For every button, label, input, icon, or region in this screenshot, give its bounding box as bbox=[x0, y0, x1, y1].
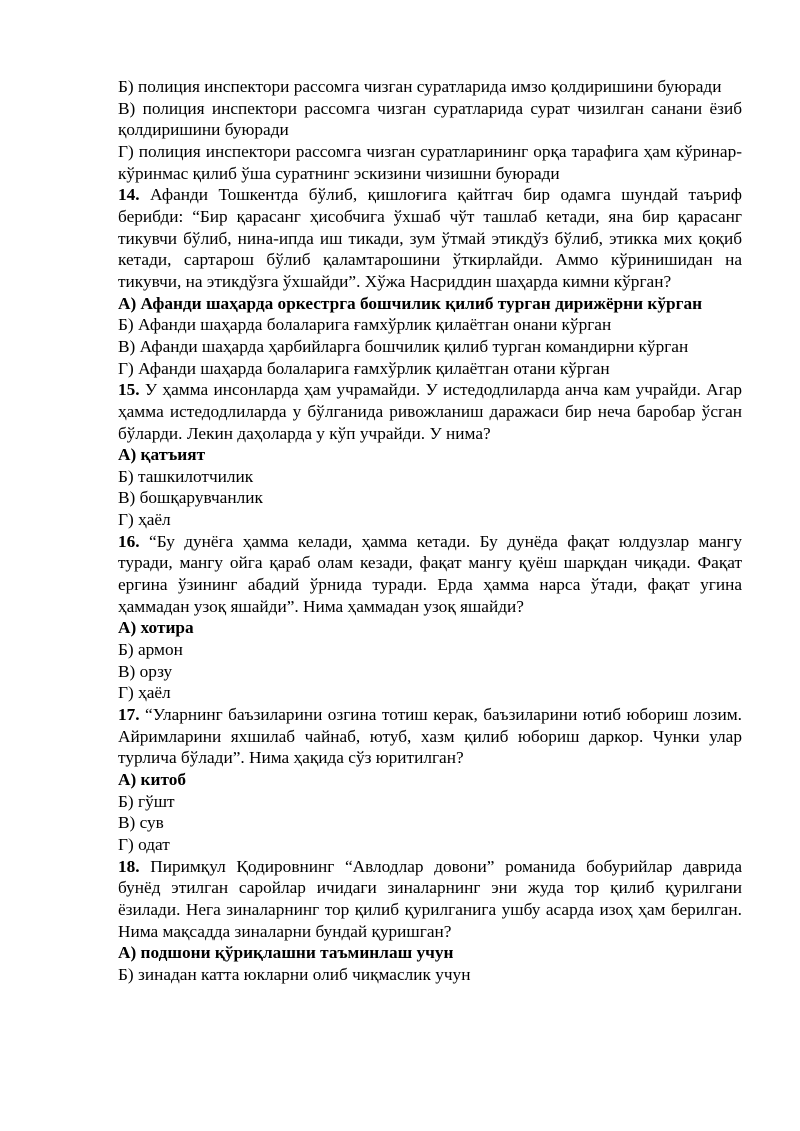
question-text: У ҳамма инсонларда ҳам учрамайди. У истедодлиларда анча кам учрайди. Агар ҳамма истедодлиларда у бўлганида ривожланиш даражаси бир неча баробар ўсган бўларди. Лекин даҳоларда у кўп учрайди. У нима? bbox=[118, 380, 743, 443]
option-b: Б) ташкилотчилик bbox=[118, 466, 254, 486]
question-number: 17. bbox=[118, 705, 140, 725]
question-text: Афанди Тошкентда бўлиб, қишлоғига қайтгач бир одамга шундай таъриф берибди: “Бир қарасанг ҳисобчига ўхшаб чўт ташлаб кетади, яна бир қарасанг тикувчи бўлиб, нина-ипда иш тикади, зум ўтмай этикдўз бўлиб, этикка мих қоқиб кетади, сартарош бўлиб қаламтарошини ўткирлайди. Аммо кўринишидан на тикувчи, на этикдўзга ўхшайди”. Хўжа Насриддин шаҳарда кимни кўрган? bbox=[118, 185, 743, 291]
option-g: Г) полиция инспектори рассомга чизган суратларининг орқа тарафига ҳам кўринар-кўринмас қилиб ўша суратнинг эскизини чизишни буюради bbox=[118, 141, 742, 183]
correct-answer: А) Афанди шаҳарда оркестрга бошчилик қилиб турган дирижёрни кўрган bbox=[118, 293, 703, 313]
option-b: Б) гўшт bbox=[118, 791, 175, 811]
correct-answer: А) қатъият bbox=[118, 445, 206, 465]
question-text: “Уларнинг баъзиларини озгина тотиш керак, баъзиларини ютиб юбориш лозим. Айримларини яхшилаб чайнаб, ютуб, хазм қилиб юбориш даркор. Чунки улар турлича бўлади”. Нима ҳақида сўз юритилган? bbox=[118, 705, 742, 768]
question-number: 14. bbox=[118, 185, 140, 205]
question-16 bbox=[118, 531, 742, 618]
document-page bbox=[118, 76, 742, 986]
question-text: “Бу дунёга ҳамма келади, ҳамма кетади. Бу дунёда фақат юлдузлар мангу туради, мангу ойга қараб олам кезади, фақат мангу қуёш шарқдан чиқади. Фақат ергина ўзининг абадий ўрнида туради. Ерда ҳамма нарса ўтади, фақат угина ҳаммадан узоқ яшайди”. Нима ҳаммадан узоқ яшайди? bbox=[118, 531, 742, 616]
option-v: В) орзу bbox=[118, 661, 173, 681]
question-number: 16. bbox=[118, 531, 140, 551]
option-b: Б) полиция инспектори рассомга чизган суратларида имзо қолдиришини буюради bbox=[118, 77, 722, 96]
question-number: 15. bbox=[118, 380, 140, 400]
question-14 bbox=[118, 184, 742, 292]
option-v: В) Афанди шаҳарда ҳарбийларга бошчилик қилиб турган командирни кўрган bbox=[118, 336, 689, 356]
question-17 bbox=[118, 704, 742, 769]
option-g: Г) ҳаёл bbox=[118, 510, 171, 530]
correct-answer: А) подшони қўриқлашни таъминлаш учун bbox=[118, 943, 454, 963]
option-g: Г) одат bbox=[118, 834, 170, 854]
option-v: В) полиция инспектори рассомга чизган суратларида сурат чизилган санани ёзиб қолдиришини буюради bbox=[118, 98, 742, 140]
option-b: Б) зинадан катта юкларни олиб чиқмаслик учун bbox=[118, 964, 471, 984]
option-b: Б) армон bbox=[118, 640, 183, 660]
option-g: Г) ҳаёл bbox=[118, 683, 171, 703]
correct-answer: А) хотира bbox=[118, 618, 194, 638]
question-15 bbox=[118, 379, 742, 444]
option-b: Б) Афанди шаҳарда болаларига ғамхўрлик қилаётган онани кўрган bbox=[118, 315, 612, 335]
correct-answer: А) китоб bbox=[118, 770, 187, 789]
option-v: В) бошқарувчанлик bbox=[118, 488, 263, 508]
question-18 bbox=[118, 856, 742, 943]
question-number: 18. bbox=[118, 856, 140, 876]
option-g: Г) Афанди шаҳарда болаларига ғамхўрлик қилаётган отани кўрган bbox=[118, 358, 610, 378]
question-text: Пиримқул Қодировнинг “Авлодлар довони” романида бобурийлар даврида бунёд этилган саройлар ичидаги зиналарнинг эни жуда тор қилиб қурилгани ёзилади. Нега зиналарнинг тор қилиб қурилганига ушбу асарда изоҳ ҳам берилган. Нима мақсадда зиналарни бундай қуришган? bbox=[118, 856, 742, 941]
option-v: В) сув bbox=[118, 813, 164, 833]
